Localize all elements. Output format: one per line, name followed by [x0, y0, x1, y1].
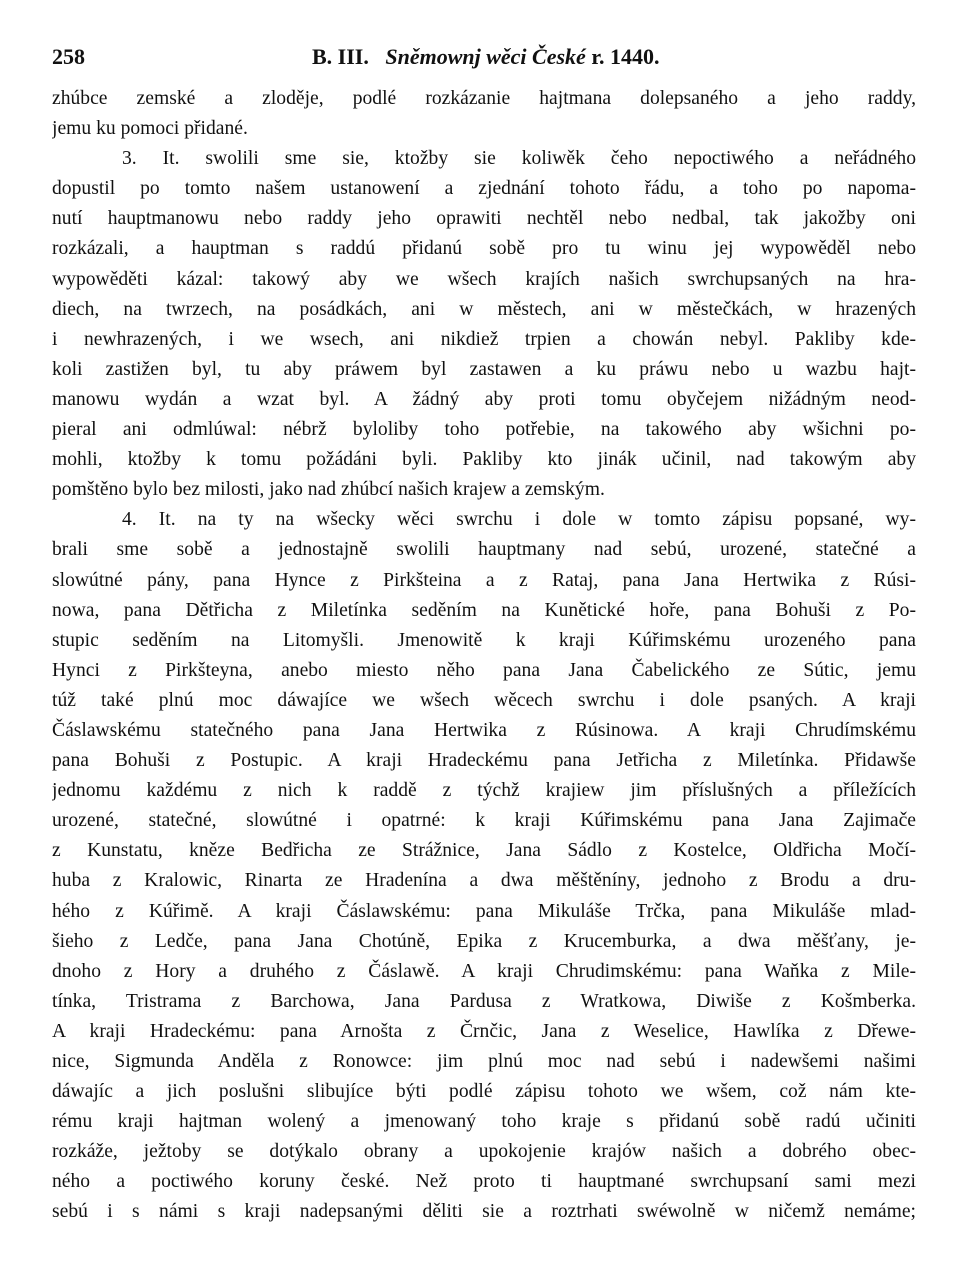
text-line: brali sme sobě a jednostajně swolili hauptmany nad sebú, urozené, statečné a — [52, 539, 916, 561]
text-line: Hynci z Pirkšteyna, anebo miesto něho pana Jana Čabelického ze Sútic, jemu — [52, 659, 916, 681]
text-line: dnoho z Hory a druhého z Čáslawě. A kraji Chrudimskému: pana Waňka z Mile- — [52, 960, 916, 982]
page-header — [52, 40, 916, 84]
text-line: diech, na twrzech, na posádkách, ani w městech, ani w městečkách, w hrazených — [52, 298, 916, 320]
text-line: A kraji Hradeckému: pana Arnošta z Črnčic, Jana z Weselice, Hawlíka z Dřewe- — [52, 1020, 916, 1042]
text-line: jednomu každému z nich k raddě z týchž krajiew jim příslušných a příležících — [52, 780, 916, 802]
text-line: z Kunstatu, kněze Bedřicha ze Strážnice, Jana Sádlo z Kostelce, Oldřicha Močí- — [52, 840, 916, 862]
text-line: šieho z Ledče, pana Jana Chotúně, Epika z Krucemburka, a dwa měšťany, je- — [52, 930, 916, 952]
text-line: huba z Kralowic, Rinarta ze Hradenína a dwa měštěníny, jednoho z Brodu a dru- — [52, 870, 916, 892]
running-head-title: Sněmownj wěci České — [385, 44, 586, 69]
text-line: nice, Sigmunda Anděla z Ronowce: jim plnú moc nad sebú i nadewšemi našimi — [52, 1051, 916, 1072]
book-page — [52, 40, 916, 1228]
text-line: stupic seděním na Litomyšli. Jmenowitě k kraji Kúřimskému urozeného pana — [52, 629, 916, 651]
text-line: pomštěno bylo bez milosti, jako nad zhúbcí našich krajew a zemským. — [52, 479, 605, 501]
running-head-year: r. 1440. — [591, 44, 660, 69]
text-line: i newhrazených, i we wsech, ani nikdiež trpien a chowán nebyl. Pakliby kde- — [52, 328, 916, 350]
text-line: pana Bohuši z Postupic. A kraji Hradeckému pana Jetřicha z Miletínka. Přidawše — [52, 750, 916, 772]
text-line: rému kraji hajtman wolený a jmenowaný toho kraje s přidanú sobě radú učiniti — [52, 1111, 916, 1133]
page-number: 258 — [52, 44, 85, 69]
text-line: nowa, pana Dětřicha z Miletínka seděním na Kunětické hoře, pana Bohuši z Po- — [52, 599, 916, 621]
text-line: manowu wydán a wzat byl. A žádný aby proti tomu obyčejem nižádným neod- — [52, 388, 916, 410]
text-line: urozené, statečné, slowútné i opatrné: k kraji Kúřimskému pana Jana Zajimače — [52, 810, 916, 832]
text-line: 4. It. na ty na wšecky wěci swrchu i dole w tomto zápisu popsané, wy- — [122, 509, 916, 531]
text-line: pieral ani odmlúwal: nébrž byloliby toho potřebie, na takowého aby wšichni po- — [52, 419, 916, 441]
text-line: ného a poctiwého koruny české. Než proto ti hauptmané swrchupsaní sami mezi — [52, 1171, 916, 1193]
text-line: túž také plnú moc dáwajíce we wšech wěcech swrchu i dole psaných. A kraji — [52, 689, 916, 711]
text-line: hého z Kúřimě. A kraji Čáslawskému: pana Mikuláše Trčka, pana Mikuláše mlad- — [52, 900, 916, 922]
body-text — [52, 84, 916, 1228]
running-head-part: B. III. — [312, 44, 369, 69]
text-line: zhúbce zemské a zloděje, podlé rozkázanie hajtmana dolepsaného a jeho raddy, — [52, 88, 916, 109]
text-line: rozkázali, a hauptman s raddú přidanú sobě pro tu winu jej wypowěděl nebo — [52, 238, 916, 260]
text-line: dopustil po tomto našem ustanowení a zjednání tohoto řádu, a toho po napoma- — [52, 178, 916, 200]
text-line: slowútné pány, pana Hynce z Pirkšteina a z Rataj, pana Jana Hertwika z Rúsi- — [52, 569, 916, 591]
text-line: wypowěděti kázal: takowý aby we wšech krajích našich swrchupsaných na hra- — [52, 268, 916, 290]
text-line: nutí hauptmanowu nebo raddy jeho oprawiti nechtěl nebo nedbal, tak jakožby oni — [52, 208, 916, 230]
text-line: sebú i s námi s kraji nadepsanými děliti sie a roztrhati swéwolně w ničemž nemáme; — [52, 1201, 916, 1223]
text-line: jemu ku pomoci přidané. — [52, 118, 248, 140]
text-line: koli zastižen byl, tu aby práwem byl zastawen a ku práwu nebo u wazbu hajt- — [52, 358, 916, 380]
text-line: rozkáže, ježtoby se dotýkalo obrany a upokojenie krajów našich a dobrého obec- — [52, 1141, 916, 1163]
text-line: dáwajíc a jich poslušni slibujíce býti podlé zápisu tohoto we wšem, což nám kte- — [52, 1081, 916, 1103]
text-line: tínka, Tristrama z Barchowa, Jana Pardusa z Wratkowa, Diwiše z Košmberka. — [52, 990, 916, 1012]
text-line: 3. It. swolili sme sie, ktožby sie koliwěk čeho nepoctiwého a neřádného — [122, 148, 916, 170]
text-line: Čáslawskému statečného pana Jana Hertwika z Rúsinowa. A kraji Chrudímskému — [52, 719, 916, 741]
running-head — [312, 44, 660, 70]
text-line: mohli, ktožby k tomu požádáni byli. Pakliby kto jinák učinil, nad takowým aby — [52, 449, 916, 471]
